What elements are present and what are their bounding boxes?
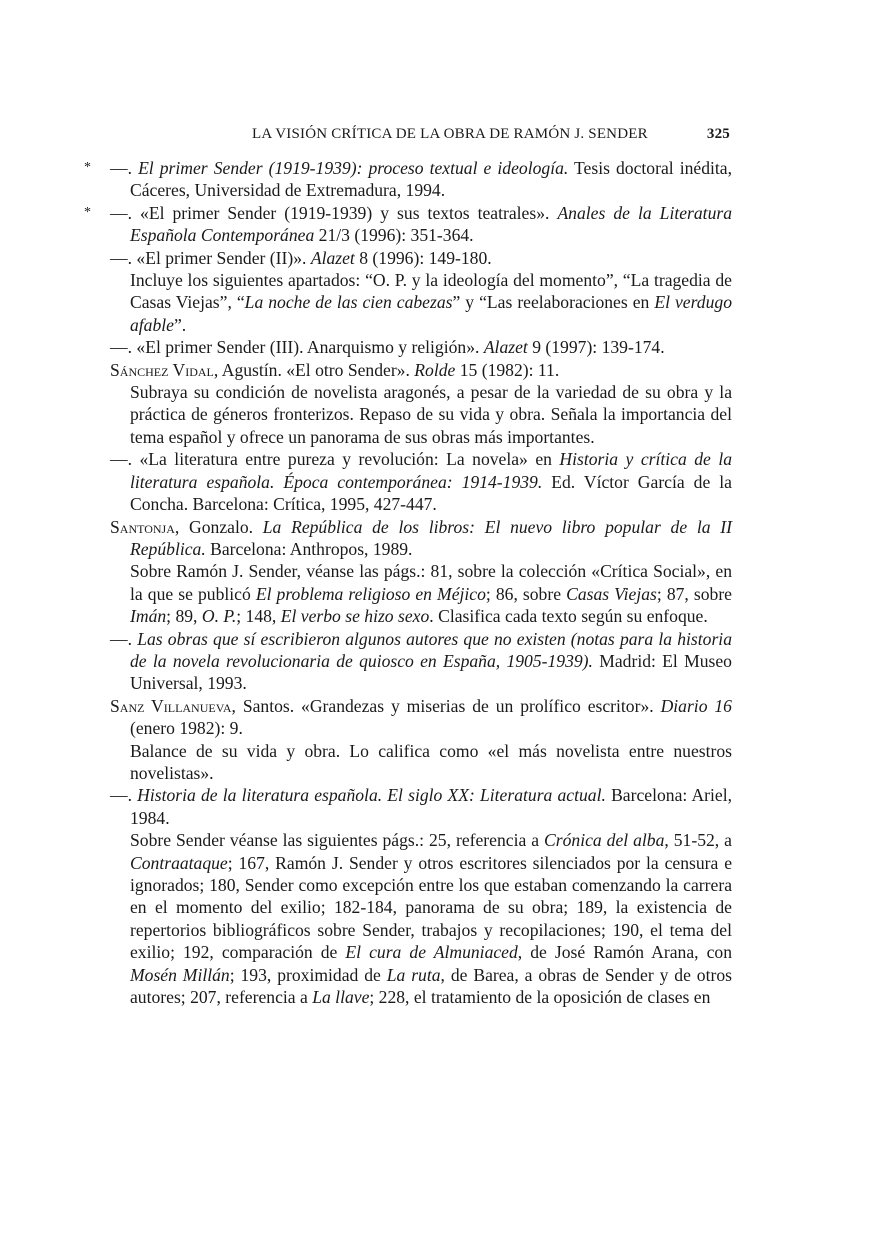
bibliography-entry: Santonja, Gonzalo. La República de los libros: El nuevo libro popular de la II República. Barcelona: Anthropos, 1989. xyxy=(110,516,732,559)
running-title: LA VISIÓN CRÍTICA DE LA OBRA DE RAMÓN J. SENDER xyxy=(252,126,648,142)
running-header xyxy=(252,123,730,145)
author-surname: Sanz Villanueva xyxy=(110,695,232,716)
annotation: Subraya su condición de novelista aragonés, a pesar de la variedad de su obra y la práctica de géneros fronterizos. Repaso de su vida y obra. Señala la importancia del tema español y ofrece un panorama de sus obras más importantes. xyxy=(130,382,732,447)
author-surname: Santonja xyxy=(110,516,175,537)
bibliography-entry: Sanz Villanueva, Santos. «Grandezas y miserias de un prolífico escritor». Diario 16 (enero 1982): 9. xyxy=(110,695,732,739)
asterisk-mark: * xyxy=(84,204,91,220)
bibliography-entry: —. «El primer Sender (III). Anarquismo y religión». Alazet 9 (1997): 139-174. xyxy=(110,337,665,358)
annotation: Sobre Ramón J. Sender, véanse las págs.: 81, sobre la colección «Crítica Social», en la que se publicó El problema religioso en Méjico; 86, sobre Casas Viejas; 87, sobre Imán; 89, O. P.; 148, El verbo se hizo sexo. Clasifica cada texto según su enfoque. xyxy=(130,561,732,627)
bibliography-entry: * —. «El primer Sender (1919-1939) y sus textos teatrales». Anales de la Literatura Española Contemporánea 21/3 (1996): 351-364. xyxy=(84,202,733,246)
bibliography-entry: —. «La literatura entre pureza y revolución: La novela» en Historia y crítica de la literatura española. Época contemporánea: 1914-1939. Ed. Víctor García de la Concha. Barcelona: Crítica, 1995, 427-447. xyxy=(110,449,732,515)
annotation: Balance de su vida y obra. Lo califica como «el más novelista entre nuestros novelistas». xyxy=(130,740,732,783)
annotation: Sobre Sender véanse las siguientes págs.: 25, referencia a Crónica del alba, 51-52, a Contraataque; 167, Ramón J. Sender y otros escritores silenciados por la censura e ignorados; 180, Sender como excepción entre los que estaban comenzando la carrera en el momento del exilio; 182-184, panorama de su obra; 189, la existencia de repertorios bibliográficos sobre Sender, trabajos y recopilaciones; 190, el tema del exilio; 192, comparación de El cura de Almuniaced, de José Ramón Arana, con Mosén Millán; 193, proximidad de La ruta, de Barea, a obras de Sender y de otros autores; 207, referencia a La llave; 228, el tratamiento de la oposición de clases en xyxy=(130,830,732,1008)
author-surname: Sánchez Vidal xyxy=(110,359,214,380)
bibliography-entry: —. «El primer Sender (II)». Alazet 8 (1996): 149-180. xyxy=(110,247,492,268)
annotation: Incluye los siguientes apartados: “O. P. y la ideología del momento”, “La tragedia de Casas Viejas”, “La noche de las cien cabezas” y “Las reelaboraciones en El verdugo afable”. xyxy=(130,270,732,335)
bibliography-entry: —. Historia de la literatura española. El siglo XX: Literatura actual. Barcelona: Ariel, 1984. xyxy=(110,785,733,828)
bibliography-entry: —. Las obras que sí escribieron algunos autores que no existen (notas para la historia de la novela revolucionaria de quiosco en España, 1905-1939). Madrid: El Museo Universal, 1993. xyxy=(110,628,732,694)
asterisk-mark: * xyxy=(84,160,91,175)
bibliography-list xyxy=(84,157,733,1008)
page-number: 325 xyxy=(706,126,730,142)
bibliography-entry: * —. El primer Sender (1919-1939): proceso textual e ideología. Tesis doctoral inédita, Cáceres, Universidad de Extremadura, 1994. xyxy=(84,158,732,201)
bibliography-entry: Sánchez Vidal, Agustín. «El otro Sender». Rolde 15 (1982): 11. xyxy=(110,359,560,380)
